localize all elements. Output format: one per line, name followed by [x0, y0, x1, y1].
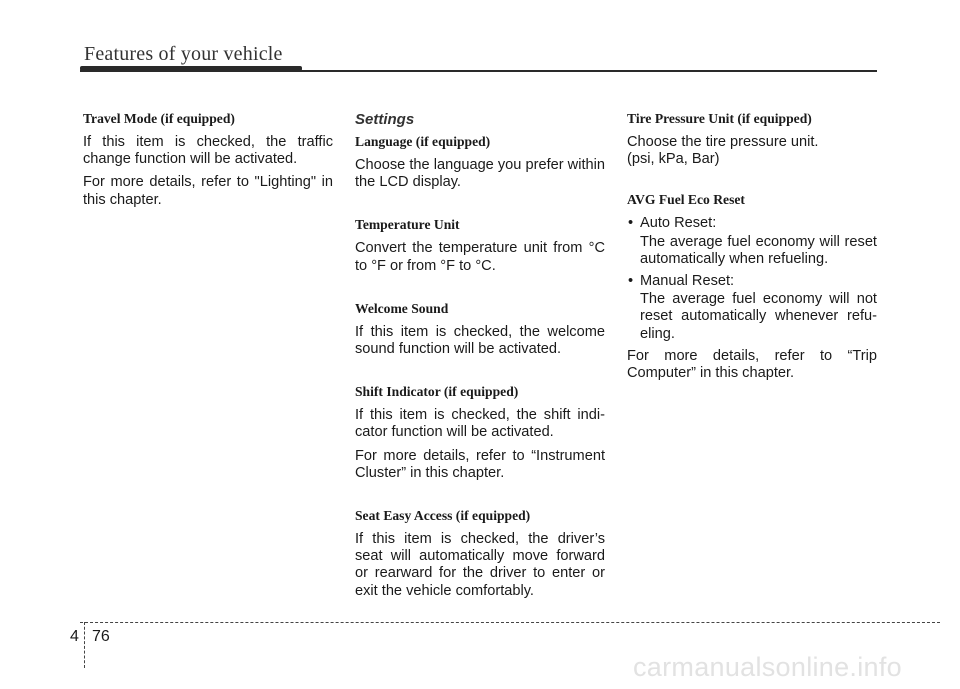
shift-indicator-reference: For more details, refer to “Instrument Cluster” in this chapter.	[355, 447, 605, 481]
list-item-auto-reset	[627, 215, 877, 232]
travel-mode-reference: For more details, refer to "Lighting" in this chapter.	[83, 174, 333, 208]
welcome-sound-heading: Welcome Sound	[355, 300, 449, 316]
chapter-number: 4	[70, 628, 79, 645]
trip-computer-reference: For more details, refer to “Trip Computer” in this chapter.	[627, 347, 877, 382]
shift-indicator-heading: Shift Indicator (if equipped)	[355, 384, 519, 400]
bullet-icon: •	[628, 273, 634, 290]
temperature-unit-paragraph: Convert the temperature unit from °C to °F or from °F to °C.	[355, 240, 605, 274]
footer-rule	[80, 622, 940, 623]
travel-mode-heading: Travel Mode (if equipped)	[83, 111, 235, 126]
page-header-title: Features of your vehicle	[84, 43, 283, 65]
temperature-unit-heading: Temperature Unit	[355, 217, 460, 233]
settings-section-title: Settings	[355, 111, 415, 128]
tire-pressure-units: (psi, kPa, Bar)	[627, 151, 720, 168]
tire-pressure-paragraph: Choose the tire pressure unit.	[627, 134, 819, 150]
list-item-manual-reset	[627, 273, 877, 290]
header-rule	[80, 70, 877, 72]
bullet-icon: •	[628, 215, 634, 232]
tire-pressure-unit-heading: Tire Pressure Unit (if equipped)	[627, 111, 812, 126]
manual-reset-label: Manual Reset:	[640, 273, 735, 290]
column-right	[627, 110, 877, 388]
seat-easy-access-heading: Seat Easy Access (if equipped)	[355, 508, 531, 524]
column-left	[83, 110, 333, 215]
seat-easy-access-paragraph: If this item is checked, the driver’s seat will automatically move forward or rearward for the driver to enter or exit the vehicle comfortably.	[355, 531, 605, 599]
avg-fuel-eco-reset-heading: AVG Fuel Eco Reset	[627, 192, 745, 208]
auto-reset-text: The average fuel economy will reset automatically when refueling.	[640, 233, 877, 267]
footer-divider	[84, 622, 85, 668]
auto-reset-label: Auto Reset:	[640, 215, 717, 232]
page-number: 76	[92, 628, 110, 645]
manual-reset-text: The average fuel economy will not reset automatically whenever refu-eling.	[640, 291, 877, 342]
travel-mode-paragraph: If this item is checked, the traffic change function will be activated.	[83, 134, 333, 168]
language-heading: Language (if equipped)	[355, 134, 491, 149]
language-paragraph: Choose the language you prefer within the LCD display.	[355, 157, 605, 191]
column-middle	[355, 111, 605, 606]
welcome-sound-paragraph: If this item is checked, the welcome sound function will be activated.	[355, 323, 605, 358]
watermark-text: carmanualsonline.info	[633, 652, 902, 682]
shift-indicator-paragraph: If this item is checked, the shift indi-cator function will be activated.	[355, 407, 605, 441]
